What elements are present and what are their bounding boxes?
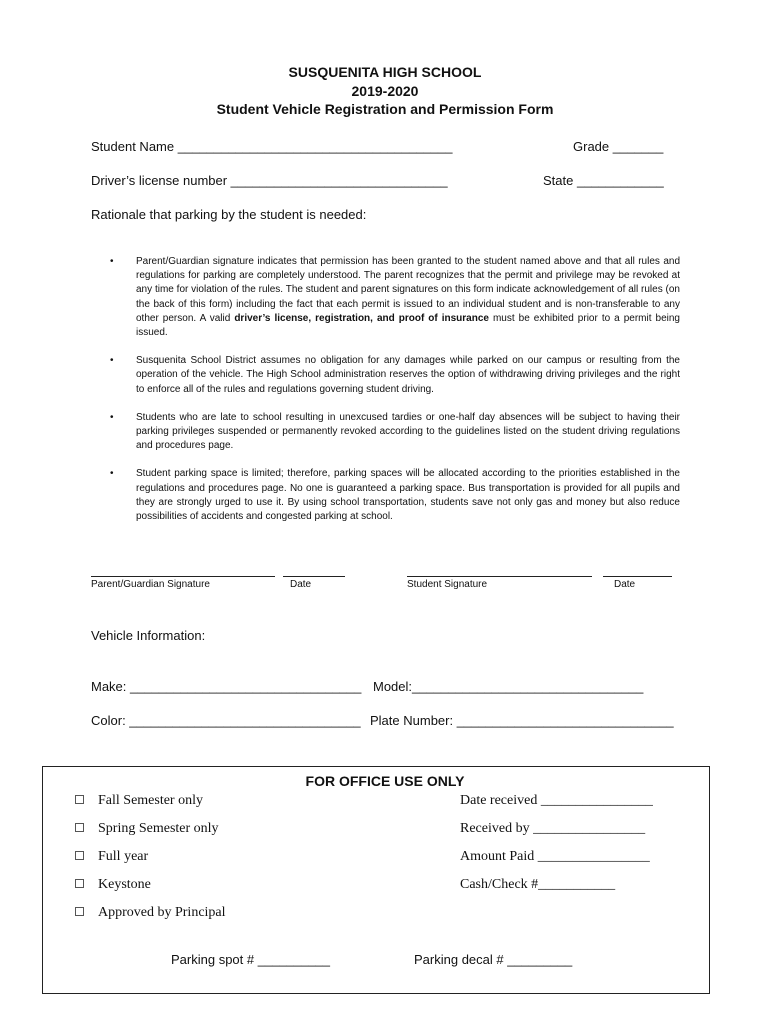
cash-check-field[interactable]: Cash/Check #___________	[460, 877, 616, 892]
received-by-field[interactable]: Received by ________________	[460, 821, 646, 836]
rationale-label: Rationale that parking by the student is needed:	[91, 207, 367, 222]
option-fall-semester[interactable]: Fall Semester only	[75, 793, 203, 809]
option-keystone[interactable]: Keystone	[75, 877, 151, 893]
checkbox-icon[interactable]	[75, 879, 84, 888]
rule-item-parent-signature: • Parent/Guardian signature indicates that permission has been granted to the student named above and that all rules and regulations for parking are completely understood. The parent recognizes that the permit and privilege may be revoked at any time for violation of the rules. The student and parent signatures on this form indicate acknowledgement of all rules (on the back of this form) including the fact that each permit is issued to an individual student and is non-transferable to any other person. A valid driver’s license, registration, and proof of insurance must be exhibited prior to a permit being issued.	[110, 256, 680, 339]
option-approved-by-principal[interactable]: Approved by Principal	[75, 905, 226, 921]
checkbox-icon[interactable]	[75, 851, 84, 860]
parking-spot-field[interactable]: Parking spot # __________	[171, 952, 331, 967]
option-spring-semester[interactable]: Spring Semester only	[75, 821, 219, 837]
bullet-icon: •	[110, 468, 114, 480]
color-field[interactable]: Color: ________________________________	[91, 713, 361, 728]
school-year: 2019-2020	[351, 83, 419, 99]
bullet-icon: •	[110, 355, 114, 367]
school-name: SUSQUENITA HIGH SCHOOL	[288, 64, 482, 80]
parent-signature-label: Parent/Guardian Signature	[91, 579, 210, 590]
amount-paid-field[interactable]: Amount Paid ________________	[460, 849, 650, 864]
vehicle-info-heading: Vehicle Information:	[91, 628, 206, 643]
rules-list	[110, 255, 680, 538]
parent-signature-line[interactable]	[91, 576, 275, 577]
student-signature-label: Student Signature	[407, 579, 488, 590]
plate-number-field[interactable]: Plate Number: ______________________________	[370, 713, 674, 728]
checkbox-icon[interactable]	[75, 823, 84, 832]
bullet-icon: •	[110, 411, 114, 423]
drivers-license-field[interactable]: Driver’s license number ______________________________	[91, 173, 448, 188]
bullet-icon: •	[110, 256, 114, 267]
rule-item-tardies: • Students who are late to school resulting in unexcused tardies or one-half day absences will be subject to having their parking privileges suspended or permanently revoked according to the guidelines listed on the student driving regulations and procedures page.	[110, 411, 680, 452]
form-title: Student Vehicle Registration and Permission Form	[216, 101, 554, 117]
parking-decal-field[interactable]: Parking decal # _________	[414, 952, 573, 967]
date-received-field[interactable]: Date received ________________	[460, 793, 653, 808]
office-use-heading: FOR OFFICE USE ONLY	[305, 773, 465, 789]
parent-date-line[interactable]	[283, 576, 345, 577]
grade-field[interactable]: Grade _______	[573, 139, 664, 154]
student-date-label: Date	[614, 579, 636, 590]
student-signature-line[interactable]	[407, 576, 592, 577]
model-field[interactable]: Model:________________________________	[373, 679, 644, 694]
state-field[interactable]: State ____________	[543, 173, 664, 188]
checkbox-icon[interactable]	[75, 795, 84, 804]
student-date-line[interactable]	[603, 576, 672, 577]
parent-date-label: Date	[290, 579, 312, 590]
student-name-field[interactable]: Student Name ______________________________________	[91, 139, 453, 154]
rule-item-liability: • Susquenita School District assumes no obligation for any damages while parked on our campus or resulting from the operation of the vehicle. The High School administration reserves the option of withdrawing driving privileges and the right to enforce all of the rules and regulations governing student driving.	[110, 355, 680, 395]
checkbox-icon[interactable]	[75, 907, 84, 916]
option-full-year[interactable]: Full year	[75, 849, 148, 865]
make-field[interactable]: Make: ________________________________	[91, 679, 362, 694]
rule-item-parking-space: • Student parking space is limited; therefore, parking spaces will be allocated according to the priorities established in the regulations and procedures page. No one is guaranteed a parking space. Bus transportation is provided for all pupils and they are strongly urged to use it. By using school transportation, students save not only gas and money but also reduce possibilities of accidents and congested parking at school.	[110, 468, 680, 523]
